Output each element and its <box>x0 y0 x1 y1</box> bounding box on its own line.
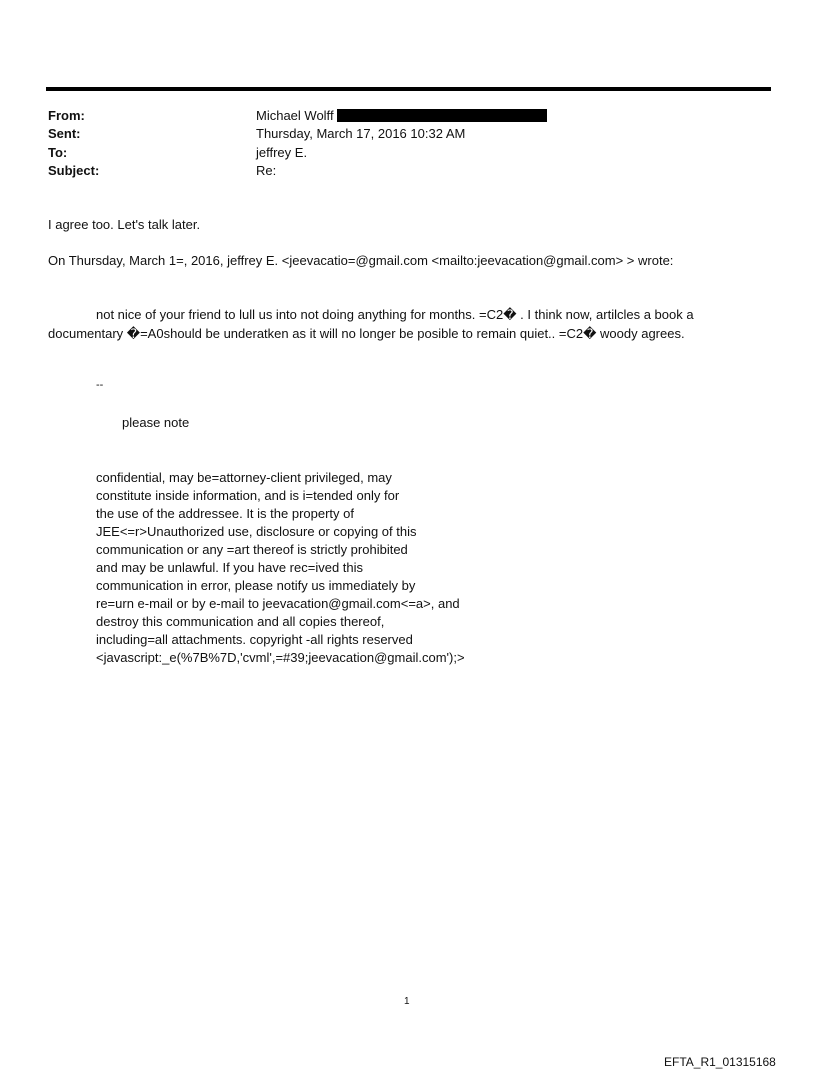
document-id: EFTA_R1_01315168 <box>664 1055 776 1069</box>
to-value: jeffrey E. <box>256 145 308 160</box>
disclaimer-line: <javascript:_e(%7B%7D,'cvml',=#39;jeevacation@gmail.com');> <box>96 650 465 665</box>
sent-label: Sent: <box>48 126 81 141</box>
disclaimer-line: constitute inside information, and is i=tended only for <box>96 488 400 503</box>
disclaimer-block <box>96 469 465 667</box>
subject-value: Re: <box>256 163 277 178</box>
quoted-line-2: documentary �=A0should be underatken as it will no longer be posible to remain quiet.. =C2� woody agrees. <box>48 326 685 341</box>
disclaimer-line: re=urn e-mail or by e-mail to jeevacation@gmail.com<=a>, and <box>96 596 460 611</box>
disclaimer-line: communication or any =art thereof is strictly prohibited <box>96 542 408 557</box>
sender-name: Michael Wolff <box>256 108 334 123</box>
to-label: To: <box>48 145 68 160</box>
quote-header: On Thursday, March 1=, 2016, jeffrey E. <jeevacatio=@gmail.com <mailto:jeevacation@gmail.com> > wrote: <box>48 253 674 268</box>
disclaimer-line: confidential, may be=attorney-client privileged, may <box>96 470 392 485</box>
please-note: please note <box>122 415 190 430</box>
page-number: 1 <box>404 996 410 1007</box>
disclaimer-line: destroy this communication and all copies thereof, <box>96 614 385 629</box>
redaction-bar <box>337 109 547 122</box>
from-value <box>256 108 547 123</box>
subject-label: Subject: <box>48 163 100 178</box>
disclaimer-line: and may be unlawful. If you have rec=ived this <box>96 560 364 575</box>
header-rule <box>46 87 771 91</box>
disclaimer-line: including=all attachments. copyright -all rights reserved <box>96 632 413 647</box>
reply-text: I agree too. Let's talk later. <box>48 217 201 232</box>
disclaimer-line: communication in error, please notify us immediately by <box>96 578 416 593</box>
from-label: From: <box>48 108 85 123</box>
signature-dash: -- <box>96 379 104 391</box>
disclaimer-line: the use of the addressee. It is the property of <box>96 506 354 521</box>
sent-value: Thursday, March 17, 2016 10:32 AM <box>256 126 466 141</box>
quoted-line-1: not nice of your friend to lull us into not doing anything for months. =C2� . I think now, artilcles a book a <box>96 307 694 322</box>
disclaimer-line: JEE<=r>Unauthorized use, disclosure or copying of this <box>96 524 417 539</box>
